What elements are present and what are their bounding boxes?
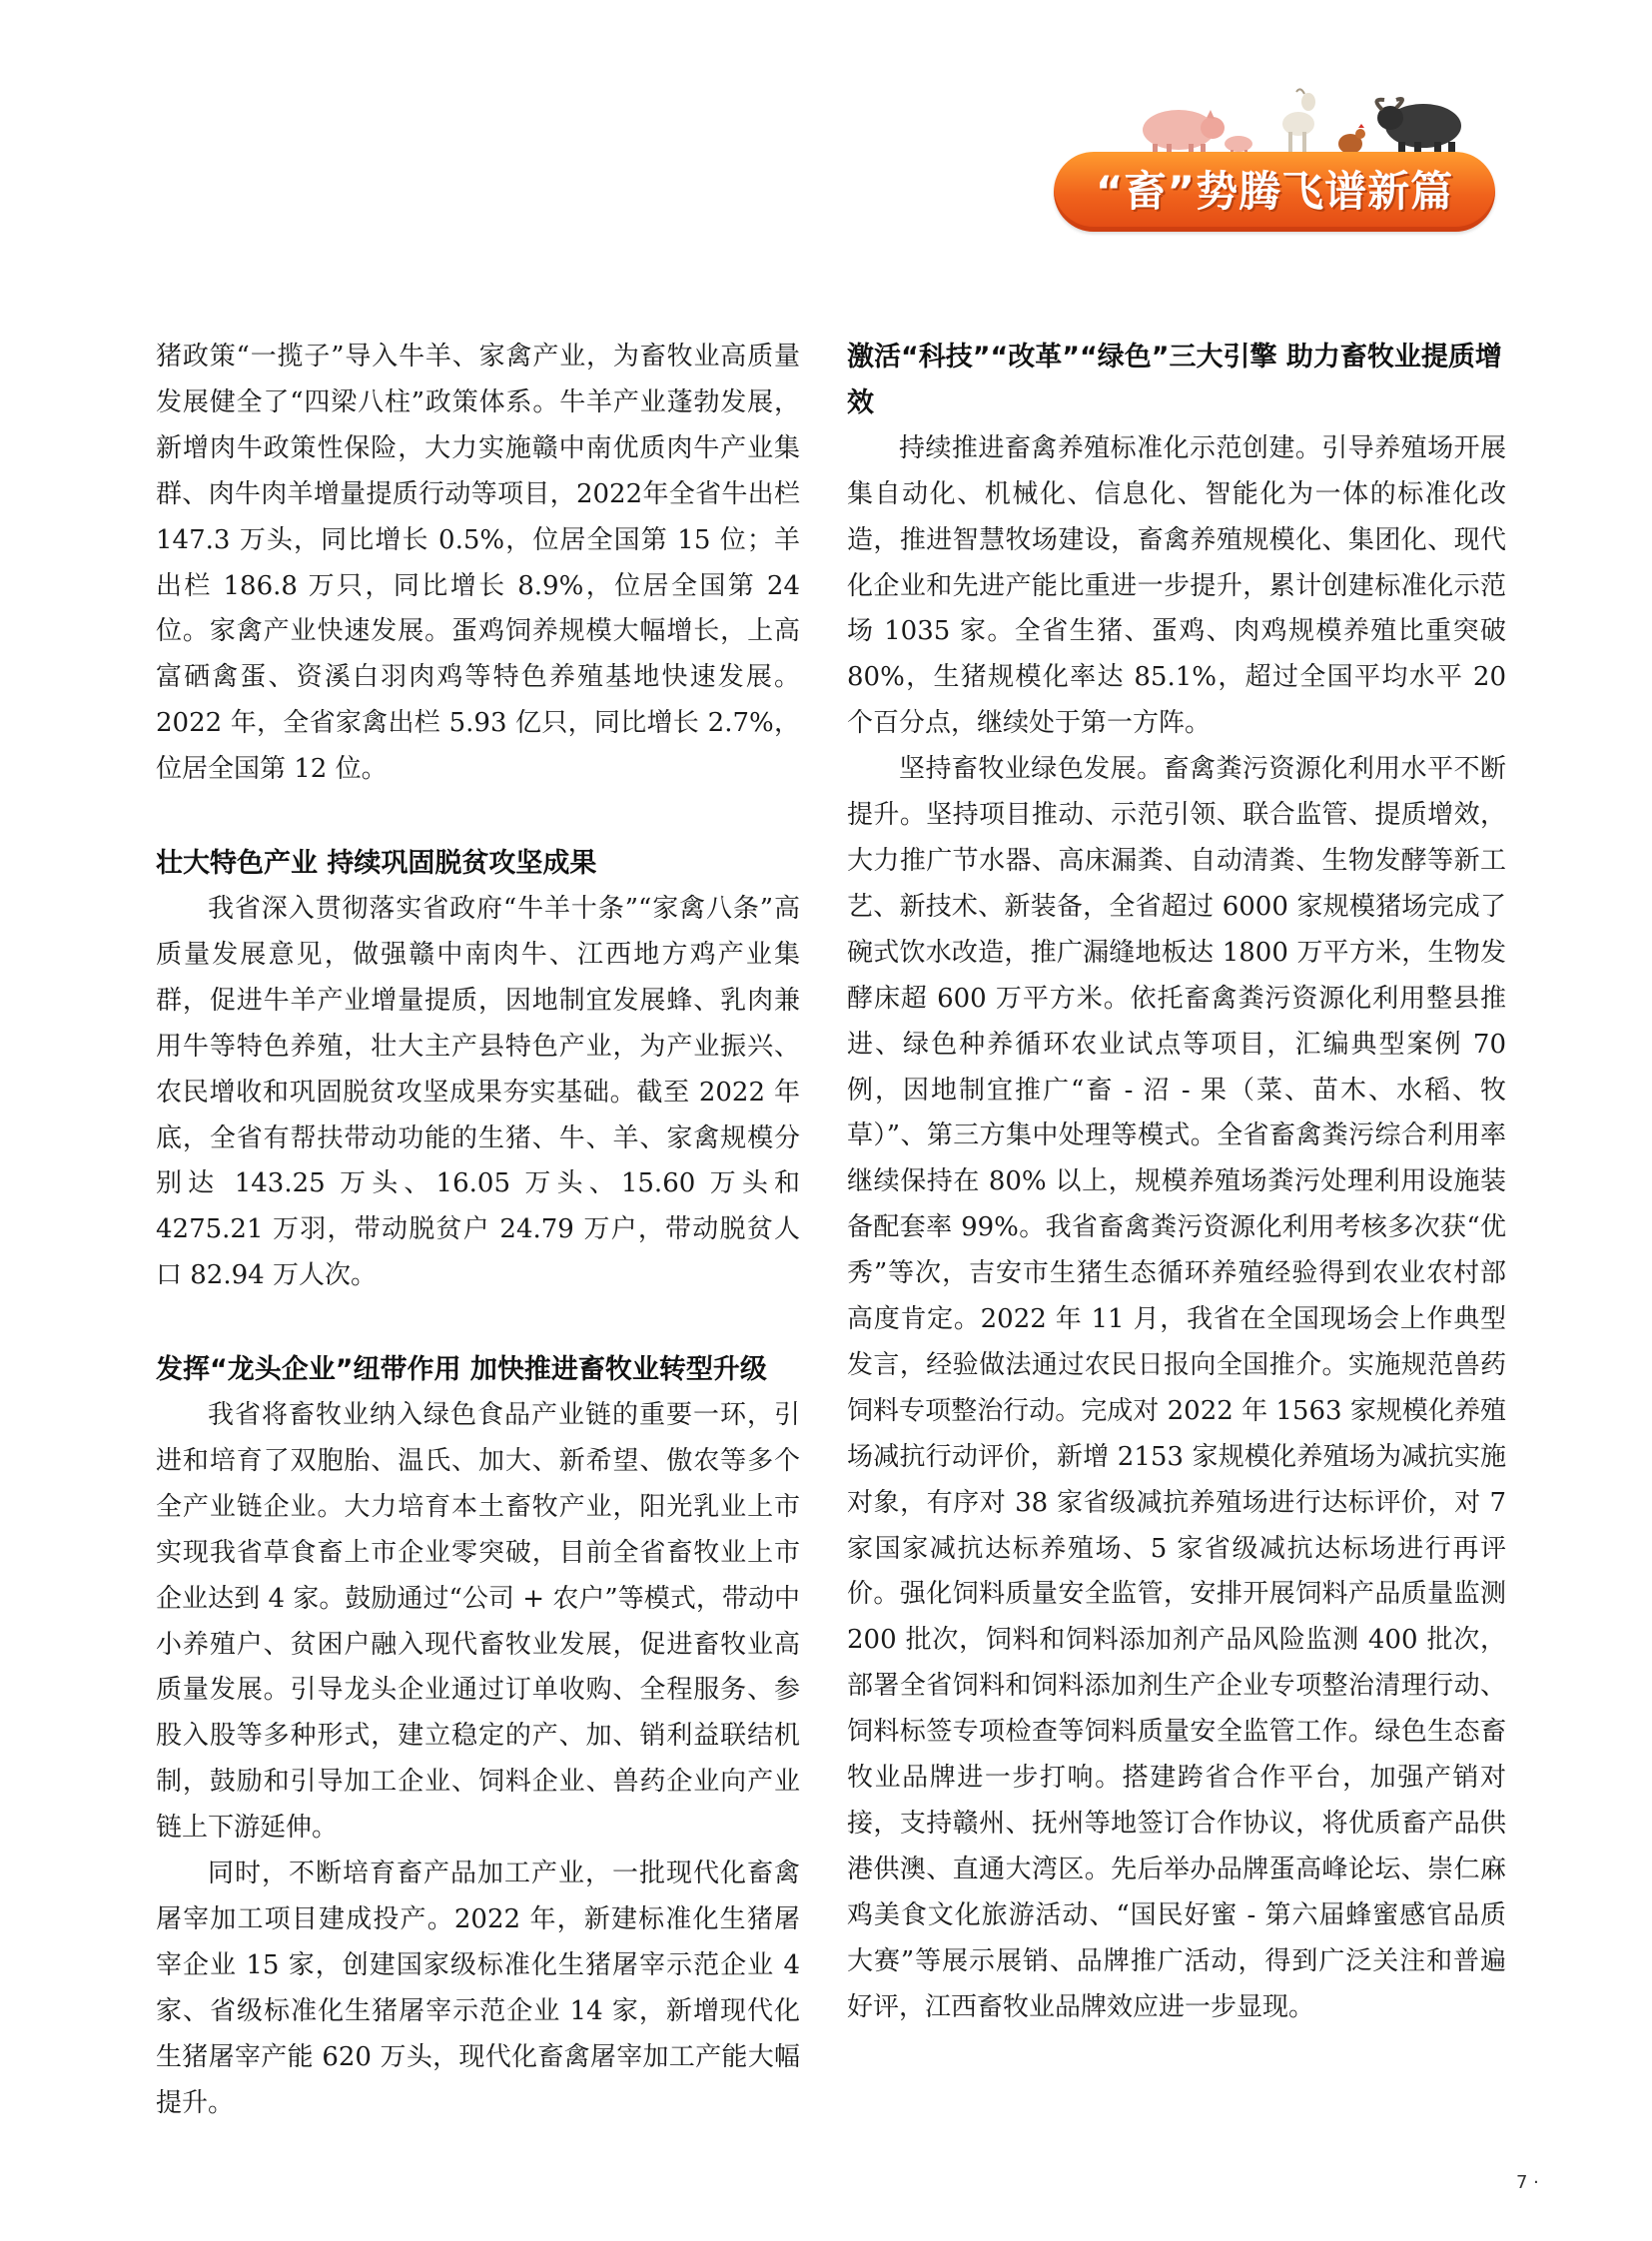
paragraph-standardization: 持续推进畜禽养殖标准化示范创建。引导养殖场开展集自动化、机械化、信息化、智能化为一体的标准化改造，推进智慧牧场建设，畜禽养殖规模化、集团化、现代化企业和先进产能比重进一步提升，累计创建标准化示范场 1035 家。全省生猪、蛋鸡、肉鸡规模养殖比重突破 80%，生猪规模化率达 85.1%，超过全国平均水平 20 个百分点，继续处于第一方阵。 (847, 432, 1506, 739)
paragraph-green-development: 坚持畜牧业绿色发展。畜禽粪污资源化利用水平不断提升。坚持项目推动、示范引领、联合监管、提质增效，大力推广节水器、高床漏粪、自动清粪、生物发酵等新工艺、新技术、新装备，全省超过 6000 家规模猪场完成了碗式饮水改造，推广漏缝地板达 1800 万平方米，生物发酵床超 600 万平方米。依托畜禽粪污资源化利用整县推进、绿色种养循环农业试点等项目，汇编典型案例 70 例，因地制宜推广“畜 - 沼 - 果（菜、苗木、水稻、牧草）”、第三方集中处理等模式。全省畜禽粪污综合利用率继续保持在 80% 以上，规模养殖场粪污处理利用设施装备配套率 99%。我省畜禽粪污资源化利用考核多次获“优秀”等次，吉安市生猪生态循环养殖经验得到农业农村部高度肯定。2022 年 11 月，我省在全国现场会上作典型发言，经验做法通过农民日报向全国推介。实施规范兽药饲料专项整治行动。完成对 2022 年 1563 家规模化养殖场减抗行动评价，新增 2153 家规模化养殖场为减抗实施对象，有序对 38 家省级减抗养殖场进行达标评价，对 7 家国家减抗达标养殖场、5 家省级减抗达标场进行再评价。强化饲料质量安全监管，安排开展饲料产品质量监测 200 批次，饲料和饲料添加剂产品风险监测 400 批次，部署全省饲料和饲料添加剂生产企业专项整治清理行动、饲料标签专项检查等饲料质量安全监管工作。绿色生态畜牧业品牌进一步打响。搭建跨省合作平台，加强产销对接，支持赣州、抚州等地签订合作协议，将优质畜产品供港供澳、直通大湾区。先后举办品牌蛋高峰论坛、崇仁麻鸡美食文化旅游活动、“国民好蜜 - 第六届蜂蜜感官品质大赛”等展示展销、品牌推广活动，得到广泛关注和普遍好评，江西畜牧业品牌效应进一步显现。 (847, 754, 1506, 2022)
paragraph-slaughter-processing: 同时，不断培育畜产品加工产业，一批现代化畜禽屠宰加工项目建成投产。2022 年，新建标准化生猪屠宰企业 15 家，创建国家级标准化生猪屠宰示范企业 4 家、省级标准化生猪屠宰示范企业 14 家，新增现代化生猪屠宰产能 620 万头，现代化畜禽屠宰加工产能大幅提升。 (156, 1859, 800, 2118)
right-column (847, 335, 1506, 2031)
section-heading-specialty-industry: 壮大特色产业 持续巩固脱贫攻坚成果 (156, 848, 597, 880)
banner-title: “畜”势腾飞谱新篇 (1095, 167, 1454, 216)
page-number: 7 · (1516, 2172, 1539, 2193)
section-heading-three-engines: 激活“科技”“改革”“绿色”三大引擎 助力畜牧业提质增效 (847, 342, 1502, 418)
buffalo-icon (1376, 99, 1461, 158)
paragraph-intro: 猪政策“一揽子”导入牛羊、家禽产业，为畜牧业高质量发展健全了“四梁八柱”政策体系。牛羊产业蓬勃发展，新增肉牛政策性保险，大力实施赣中南优质肉牛产业集群、肉牛肉羊增量提质行动等项目，2022年全省牛出栏 147.3 万头，同比增长 0.5%，位居全国第 15 位；羊出栏 186.8 万只，同比增长 8.9%，位居全国第 24 位。家禽产业快速发展。蛋鸡饲养规模大幅增长，上高富硒禽蛋、资溪白羽肉鸡等特色养殖基地快速发展。2022 年，全省家禽出栏 5.93 亿只，同比增长 2.7%，位居全国第 12 位。 (156, 342, 800, 785)
paragraph-leading-enterprises: 我省将畜牧业纳入绿色食品产业链的重要一环，引进和培育了双胞胎、温氏、加大、新希望、傲农等多个全产业链企业。大力培育本土畜牧产业，阳光乳业上市实现我省草食畜上市企业零突破，目前全省畜牧业上市企业达到 4 家。鼓励通过“公司 + 农户”等模式，带动中小养殖户、贫困户融入现代畜牧业发展，促进畜牧业高质量发展。引导龙头企业通过订单收购、全程服务、参股入股等多种形式，建立稳定的产、加、销利益联结机制，鼓励和引导加工企业、饲料企业、兽药企业向产业链上下游延伸。 (156, 1400, 800, 1844)
paragraph-specialty-industry: 我省深入贯彻落实省政府“牛羊十条”“家禽八条”高质量发展意见，做强赣中南肉牛、江西地方鸡产业集群，促进牛羊产业增量提质，因地制宜发展蜂、乳肉兼用牛等特色养殖，壮大主产县特色产业，为产业振兴、农民增收和巩固脱贫攻坚成果夯实基础。截至 2022 年底，全省有帮扶带动功能的生猪、牛、羊、家禽规模分别达 143.25 万头、16.05 万头、15.60 万头和 4275.21 万羽，带动脱贫户 24.79 万户，带动脱贫人口 82.94 万人次。 (156, 893, 800, 1291)
livestock-illustration (1139, 88, 1468, 160)
left-column (156, 335, 800, 2127)
goat-icon (1282, 89, 1315, 158)
section-heading-leading-enterprises: 发挥“龙头企业”纽带作用 加快推进畜牧业转型升级 (156, 1354, 767, 1386)
pig-icon (1143, 110, 1225, 158)
